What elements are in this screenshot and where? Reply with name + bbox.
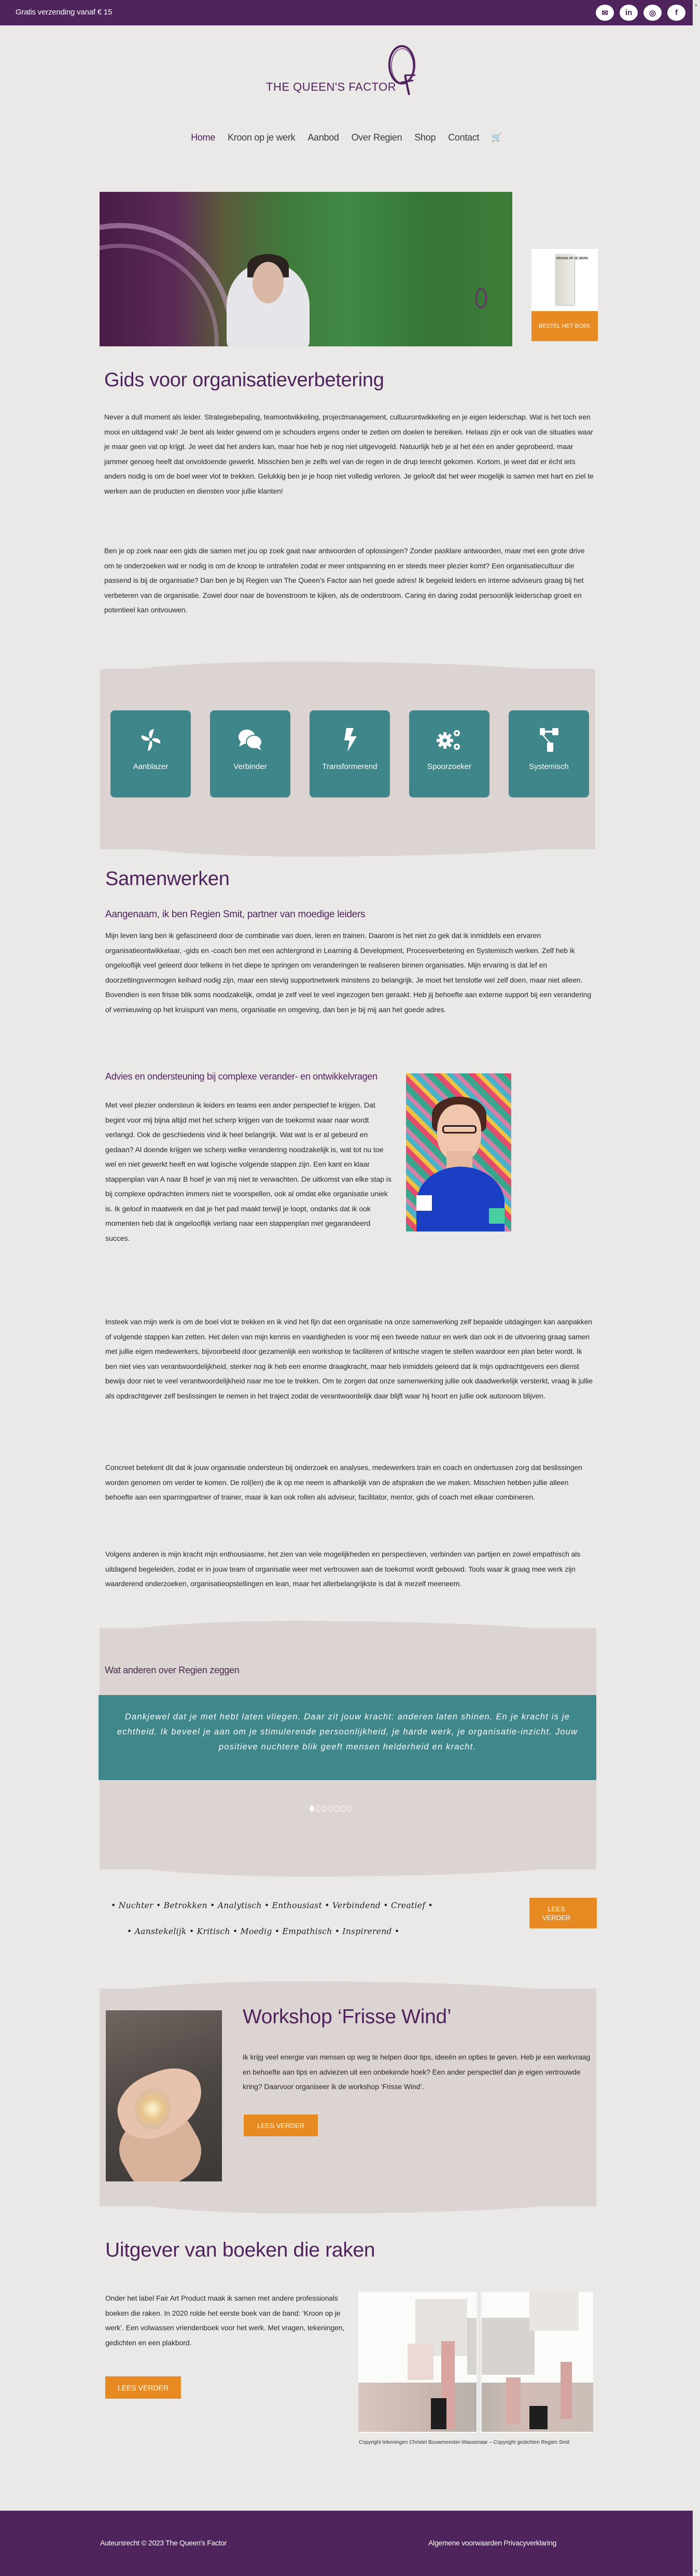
order-book-button[interactable]: BESTEL HET BOEK xyxy=(531,311,598,341)
collage-block xyxy=(529,2406,548,2429)
nav-home[interactable]: Home xyxy=(191,132,216,143)
shipping-promo: Gratis verzending vanaf € 15 xyxy=(16,8,113,17)
quality-label: Aanblazer xyxy=(133,762,169,771)
footer-copyright: Auteursrecht © 2023 The Queen's Factor xyxy=(100,2539,227,2547)
workshop-title: Workshop ‘Frisse Wind’ xyxy=(243,2006,452,2028)
collage-block xyxy=(431,2398,446,2429)
carousel-dot-5[interactable] xyxy=(334,1805,339,1812)
book-image xyxy=(555,254,574,305)
quality-card-aanblazer[interactable] xyxy=(110,710,191,797)
instagram-icon[interactable]: ◎ xyxy=(643,5,662,21)
book-cover-image xyxy=(531,249,598,311)
book-spread-image xyxy=(358,2292,593,2433)
publisher-title: Uitgever van boeken die raken xyxy=(105,2239,375,2261)
collage-skyline xyxy=(358,2383,593,2432)
carousel-dot-6[interactable] xyxy=(341,1805,345,1812)
quality-label: Systemisch xyxy=(529,762,569,771)
testimonial-quote: Dankjewel dat je met hebt laten vliegen. Daar zit jouw kracht: anderen laten shinen. En je kracht is je echtheid. Ik beveel je aan om je stimulerende persoonlijkheid, je harde werk, je organisatie-inzicht. Jouw positieve nuchtere blik geeft mensen helderheid en kracht. xyxy=(117,1712,578,1752)
testimonials-title: Wat anderen over Regien zeggen xyxy=(105,1665,240,1675)
advies-paragraph: Met veel plezier ondersteun ik leiders en teams een ander perspectief te krijgen. Dat begint voor mij bijna altijd met het scherp krijgen van de toekomst waar naar wordt verlangd. Ook de geschiedenis vind ik heel belangrijk. Wat wat is er al gebeurd en gedaan? Al doende krijgen we scherp welke verandering noodzakelijk is, wat tot nu toe wel en niet gewerkt heeft en wat logische volgende stappen zijn. Een kant en klaar stappenplan van A naar B hoef je van mij niet te verwachten. De uitkomst van elke stap is bij complexe opdrachten immers niet te voorspellen, ook al omdat elke organisatie uniek is. Ik geloof in maatwerk en dat je het pad maakt terwijl je loopt, ondanks dat ik ook momenten heb dat ik ongelooflijk verlang naar een stappenplan met gegarandeerd succes. xyxy=(105,1101,391,1243)
collage-block xyxy=(529,2292,579,2331)
lightbulb-image xyxy=(134,2088,171,2130)
site-logo[interactable] xyxy=(262,44,438,101)
fan-icon xyxy=(139,728,162,752)
order-book-card[interactable] xyxy=(531,249,598,346)
publisher-text: Onder het label Fair Art Product maak ik samen met andere professionals boeken die raken. In 2020 rolde het eerste boek van de band: ‘Kroon op je werk’. Een volwassen vriendenboek voor het werk. Met vragen, tekeningen, gedichten en een plakbord. xyxy=(105,2294,345,2347)
nav-kroon-op-je-werk[interactable]: Kroon op je werk xyxy=(228,132,296,143)
quality-label: Verbinder xyxy=(233,762,267,771)
carousel-dot-4[interactable] xyxy=(328,1805,333,1812)
quality-card-spoorzoeker[interactable] xyxy=(409,710,489,797)
quality-card-verbinder[interactable] xyxy=(210,710,290,797)
qualities-cards xyxy=(110,710,589,797)
nav-over-regien[interactable]: Over Regien xyxy=(351,132,402,143)
collage-chimney xyxy=(506,2377,521,2424)
intro-title: Gids voor organisatieverbetering xyxy=(104,369,384,391)
samenwerken-paragraph-5: Volgens anderen is mijn kracht mijn enthousiasme, het zien van vele mogelijkheden en perspectieven, verbinden van partijen en zowel empathisch als uitdagend begeleiden, zodat er in jouw team of organisatie weer met vertrouwen aan de toekomst wordt gebouwd. Tools waar ik graag mee werk zijn waarderend onderzoeken, organisatieopstellingen en lean, maar het allerbelangrijkste is dat ik mezelf meeneem. xyxy=(105,1550,581,1588)
hero-person-face xyxy=(253,262,284,303)
linkedin-icon[interactable]: in xyxy=(620,5,638,21)
intro-paragraph-1: Never a dull moment als leider. Strategiebepaling, teamontwikkeling, projectmanagement, cultuurontwikkeling en je eigen leiderschap. Wat is het toch een mooi en uitdagend vak! Je bent als leider gewend om je schouders ergens onder te zetten om doelen te bereiken. Helaas zijn er ook van die situaties waar je maar geen vat op krijgt. Je weet dat het anders kan, maar hoe heb je nog niet uitgevogeld. Natuurlijk heb je al het één en ander geprobeerd, maar jammer genoeg heeft dat onvoldoende gewerkt. Misschien ben je zelfs wel van de regen in de drup terecht gekomen. Kortom, je weet dat er écht iets anders nodig is om de boel weer vlot te trekken. Gelukkig ben je je hoop niet volledig verloren. Je gelooft dat het weer mogelijk is samen met hart en ziel te werken aan de producten en diensten voor jullie klanten! xyxy=(104,413,594,495)
cart-icon[interactable]: 🛒 xyxy=(492,133,502,142)
scroll-down-icon[interactable]: ▼ xyxy=(694,2569,698,2574)
advies-title: Advies en ondersteuning bij complexe verander- en ontwikkelvragen xyxy=(105,1071,377,1082)
book-spine xyxy=(477,2292,482,2433)
samenwerken-title: Samenwerken xyxy=(105,868,230,890)
footer-legal-links[interactable]: Algemene voorwaarden Privacyverklaring xyxy=(428,2539,556,2547)
book-cover-title: KROON OP JE WERK xyxy=(556,257,589,260)
collage-block xyxy=(408,2344,433,2380)
traits-read-more-button[interactable]: LEES VERDER xyxy=(529,1898,597,1928)
samenwerken-subtitle: Aangenaam, ik ben Regien Smit, partner van moedige leiders xyxy=(105,909,366,920)
gears-icon xyxy=(437,728,463,752)
lightning-icon xyxy=(342,728,358,752)
samenwerken-paragraph-4: Concreet betekent dit dat ik jouw organisatie ondersteun bij onderzoek en analyses, medewerkers train en coach en ondertussen zorg dat beslissingen worden genomen om verder te komen. De rol(len) die ik op me neem is afhankelijk van de afspraken die we maken. Misschien hebben jullie alleen behoefte aan een sparringpartner of trainer, maar ik kan ook rollen als adviseur, facilitator, mentor, gids of coach met elkaar combineren. xyxy=(105,1463,582,1501)
facebook-icon[interactable]: f xyxy=(667,5,685,21)
quality-label: Spoorzoeker xyxy=(427,762,472,771)
quality-card-systemisch[interactable] xyxy=(509,710,589,797)
quality-label: Transformerend xyxy=(322,762,377,771)
nav-aanbod[interactable]: Aanbod xyxy=(307,132,339,143)
testimonial-slide xyxy=(99,1695,596,1780)
main-nav xyxy=(0,132,693,143)
q-watermark-icon xyxy=(475,288,487,309)
traits-line-1: • Nuchter • Betrokken • Analytisch • Enthousiast • Verbindend • Creatief • xyxy=(111,1901,433,1910)
publisher-read-more-button[interactable]: LEES VERDER xyxy=(105,2376,181,2399)
collage-chimney xyxy=(561,2362,572,2419)
workshop-text: Ik krijg veel energie van mensen op weg te helpen door tips, ideeën en opties te geven. Heb je een werkvraag en behoefte aan tips en adviezen uit een onbekende hoek? Een ander perspectief dan je eigen vertrouwde kring? Daarvoor organiseer ik de workshop ‘Frisse Wind’. xyxy=(243,2053,591,2091)
intro-paragraph-2: Ben je op zoek naar een gids die samen met jou op zoek gaat naar antwoorden of oplossingen? Zonder pasklare antwoorden, maar met een grote drive om te onderzoeken wat er nodig is om de knoop te ontrafelen zodat er meer ontspanning en er steeds meer plezier komt? Een organisatiecultuur die passend is bij de organisatie? Dan ben je bij Regien van The Queen’s Factor aan het goede adres! Ik begeleid leiders en interne adviseurs graag bij het verbeteren van de organisatie. Zowel door naar de bovenstroom te kijken, als de onderstroom. Caring én daring zodat persoonlijk leiderschap groeit en potentieel kan ontvouwen. xyxy=(104,547,585,614)
book-image-caption: Copyright tekeningen Christel Bouwmeester-Wassenaar – Copyright gedichten Regien Smit xyxy=(359,2440,569,2445)
quality-card-transformerend[interactable] xyxy=(310,710,390,797)
page-scrollbar[interactable] xyxy=(693,0,700,2576)
portrait-pattern xyxy=(489,1208,505,1224)
nav-shop[interactable]: Shop xyxy=(414,132,436,143)
carousel-dot-1[interactable] xyxy=(310,1805,314,1812)
logo-text: THE QUEEN'S FACTOR xyxy=(266,80,397,93)
traits-line-2: • Aanstekelijk • Kritisch • Moedig • Empathisch • Inspirerend • xyxy=(127,1927,400,1936)
carousel-dot-7[interactable] xyxy=(347,1805,352,1812)
chat-bubbles-icon xyxy=(237,728,263,752)
carousel-dot-2[interactable] xyxy=(316,1805,320,1812)
sitemap-icon xyxy=(540,728,558,752)
carousel-dot-3[interactable] xyxy=(322,1805,327,1812)
nav-contact[interactable]: Contact xyxy=(448,132,480,143)
portrait-glasses xyxy=(442,1125,477,1133)
workshop-lightbulb-image xyxy=(106,2010,222,2181)
top-bar xyxy=(0,0,693,25)
samenwerken-paragraph-3: Insteek van mijn werk is om de boel vlot te trekken en ik vind het fijn dat een organisatie na onze samenwerking zelf bepaalde uitdagingen kan aanpakken of volgende stappen kan zetten. Het delen van mijn kennis en vaardigheden is voor mij een tweede natuur en werk dan ook in de uitvoering graag samen met jullie eigen medewerkers, bijvoorbeeld door gezamenlijk een workshop te faciliteren of kritische vragen te stellen waardoor een plan beter wordt. Ik ben niet vies van verantwoordelijkheid, sterker nog ik heb een enorme draagkracht, maar heb inmiddels geleerd dat ik mijn opdrachtgevers een dienst bewijs door niet te veel verantwoordelijkheid naar me toe te trekken. Om te zorgen dat onze samenwerking jullie ook daadwerkelijk versterkt, vraag ik jullie als opdrachtgever zelf beslissingen te nemen in het traject zodat de verantwoordelijk daar blijft waar hij hoort en jullie ook autonoom blijven. xyxy=(105,1318,593,1400)
social-links xyxy=(596,5,685,21)
regien-portrait-image xyxy=(406,1073,511,1231)
scroll-up-icon[interactable]: ▲ xyxy=(694,2,698,7)
mail-icon[interactable]: ✉ xyxy=(596,5,614,21)
samenwerken-paragraph-1: Mijn leven lang ben ik gefascineerd door de combinatie van doen, leren en trainen. Daarom is het niet zo gek dat ik inmiddels een ervaren organisatieontwikkelaar, -gids en -coach ben met een achtergrond in Learning & Development, Procesverbetering en Systemisch werken. Zelf heb ik ongelooflijk veel geleerd door telkens in het diepe te springen om veranderingen te realiseren binnen organisaties. Mijn ervaring is dat lef en doorzettingsvermogen keihard nodig zijn, maar een stevig supportnetwerk minstens zo belangrijk. Je moet het tenslotte wel zelf doen, maar niet alleen. Bovendien is een frisse blik soms noodzakelijk, omdat je zelf veel te veel ingezogen ben geraakt. Heb jij behoefte aan externe support bij een verandering of vernieuwing op het kruispunt van mens, organisatie en omgeving, dan ben je bij mij aan het goede adres. xyxy=(105,931,592,1014)
workshop-read-more-button[interactable]: LEES VERDER xyxy=(244,2115,318,2136)
carousel-dots xyxy=(310,1805,352,1812)
footer xyxy=(0,2511,693,2576)
hero-image xyxy=(100,192,512,346)
portrait-pattern xyxy=(416,1195,432,1211)
